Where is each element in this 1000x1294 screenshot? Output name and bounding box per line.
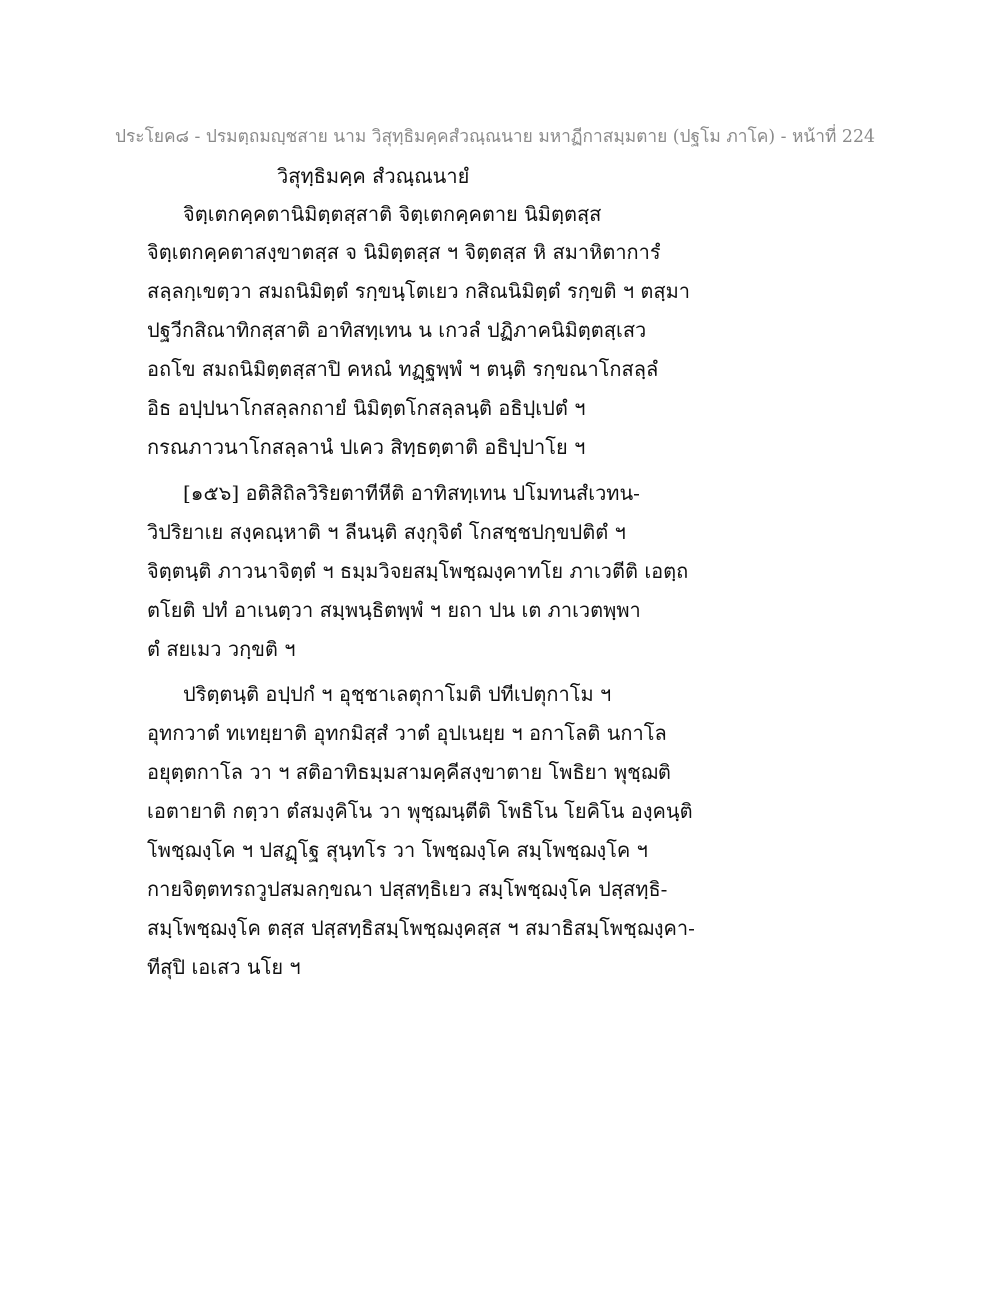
text-line: ปริตฺตนฺติ อปฺปกํ ฯ อุชฺชาเลตุกาโมติ ปทีเปตุกาโม ฯ bbox=[183, 682, 612, 706]
text-line: จิตฺตนฺติ ภาวนาจิตฺตํ ฯ ธมฺมวิจยสมฺโพชฺฌงฺคาทโย ภาเวตีติ เอตฺถ bbox=[147, 559, 689, 583]
text-line: ทีสุปิ เอเสว นโย ฯ bbox=[147, 955, 301, 979]
text-line: จิตฺเตกคฺคตาสงฺขาตสฺส จ นิมิตฺตสฺส ฯ จิตฺตสฺส หิ สมาหิตาการํ bbox=[147, 240, 661, 264]
text-line: กายจิตฺตทรถวูปสมลกฺขณา ปสฺสทฺธิเยว สมฺโพชฺฌงฺโค ปสฺสทฺธิ- bbox=[147, 877, 668, 901]
page-header: ประโยค๘ - ปรมตฺถมญฺชสาย นาม วิสุทฺธิมคฺคสํวณฺณนาย มหาฏีกาสมฺมตาย (ปฐโม ภาโค) - หน้าที่ 224 bbox=[114, 127, 876, 147]
page-subtitle: วิสุทฺธิมคฺค สํวณฺณนายํ bbox=[277, 164, 470, 188]
text-line: อยุตฺตกาโล วา ฯ สติอาทิธมฺมสามคฺคีสงฺขาตาย โพธิยา พุชฺฌติ bbox=[147, 760, 671, 784]
text-line: อุทกวาตํ ทเทยฺยาติ อุทกมิสฺสํ วาตํ อุปเนยฺย ฯ อกาโลติ นกาโล bbox=[147, 721, 667, 745]
text-line: สมฺโพชฺฌงฺโค ตสฺส ปสฺสทฺธิสมฺโพชฺฌงฺคสฺส ฯ สมาธิสมฺโพชฺฌงฺคา- bbox=[147, 916, 695, 940]
text-line: เอตายาติ กตฺวา ตํสมงฺคิโน วา พุชฺฌนฺตีติ โพธิโน โยคิโน องฺคนฺติ bbox=[147, 799, 693, 823]
text-line: กรณภาวนาโกสลฺลานํ ปเคว สิทฺธตฺตาติ อธิปฺปาโย ฯ bbox=[147, 435, 586, 459]
text-line: ตโยติ ปทํ อาเนตฺวา สมฺพนฺธิตพฺพํ ฯ ยถา ปน เต ภาเวตพฺพา bbox=[147, 598, 641, 622]
text-line: โพชฺฌงฺโค ฯ ปสฏฺโฐ สุนฺทโร วา โพชฺฌงฺโค สมฺโพชฺฌงฺโค ฯ bbox=[147, 838, 648, 862]
text-line: อิธ อปฺปนาโกสลฺลกถายํ นิมิตฺตโกสลฺลนฺติ อธิปฺเปตํ ฯ bbox=[147, 396, 586, 420]
text-line: ตํ สยเมว วกฺขติ ฯ bbox=[147, 637, 296, 661]
text-line: จิตฺเตกคฺคตานิมิตฺตสฺสาติ จิตฺเตกคฺคตาย นิมิตฺตสฺส bbox=[183, 202, 602, 226]
text-line: ปฐวีกสิณาทิกสฺสาติ อาทิสทฺเทน น เกวลํ ปฏิภาคนิมิตฺตสฺเสว bbox=[147, 318, 647, 342]
text-line: สลฺลกฺเขตฺวา สมถนิมิตฺตํ รกฺขนฺโตเยว กสิณนิมิตฺตํ รกฺขติ ฯ ตสฺมา bbox=[147, 279, 691, 303]
text-line: [๑๕๖] อติสิถิลวิริยตาทีหีติ อาทิสทฺเทน ปโมทนสํเวทน- bbox=[183, 481, 640, 505]
text-line: อถโข สมถนิมิตฺตสฺสาปิ คหณํ ทฏฺฐพฺพํ ฯ ตนฺติ รกฺขณาโกสลฺลํ bbox=[147, 357, 659, 381]
text-line: วิปริยาเย สงฺคณฺหาติ ฯ ลีนนฺติ สงฺกุจิตํ โกสชฺชปกฺขปติตํ ฯ bbox=[147, 520, 626, 544]
